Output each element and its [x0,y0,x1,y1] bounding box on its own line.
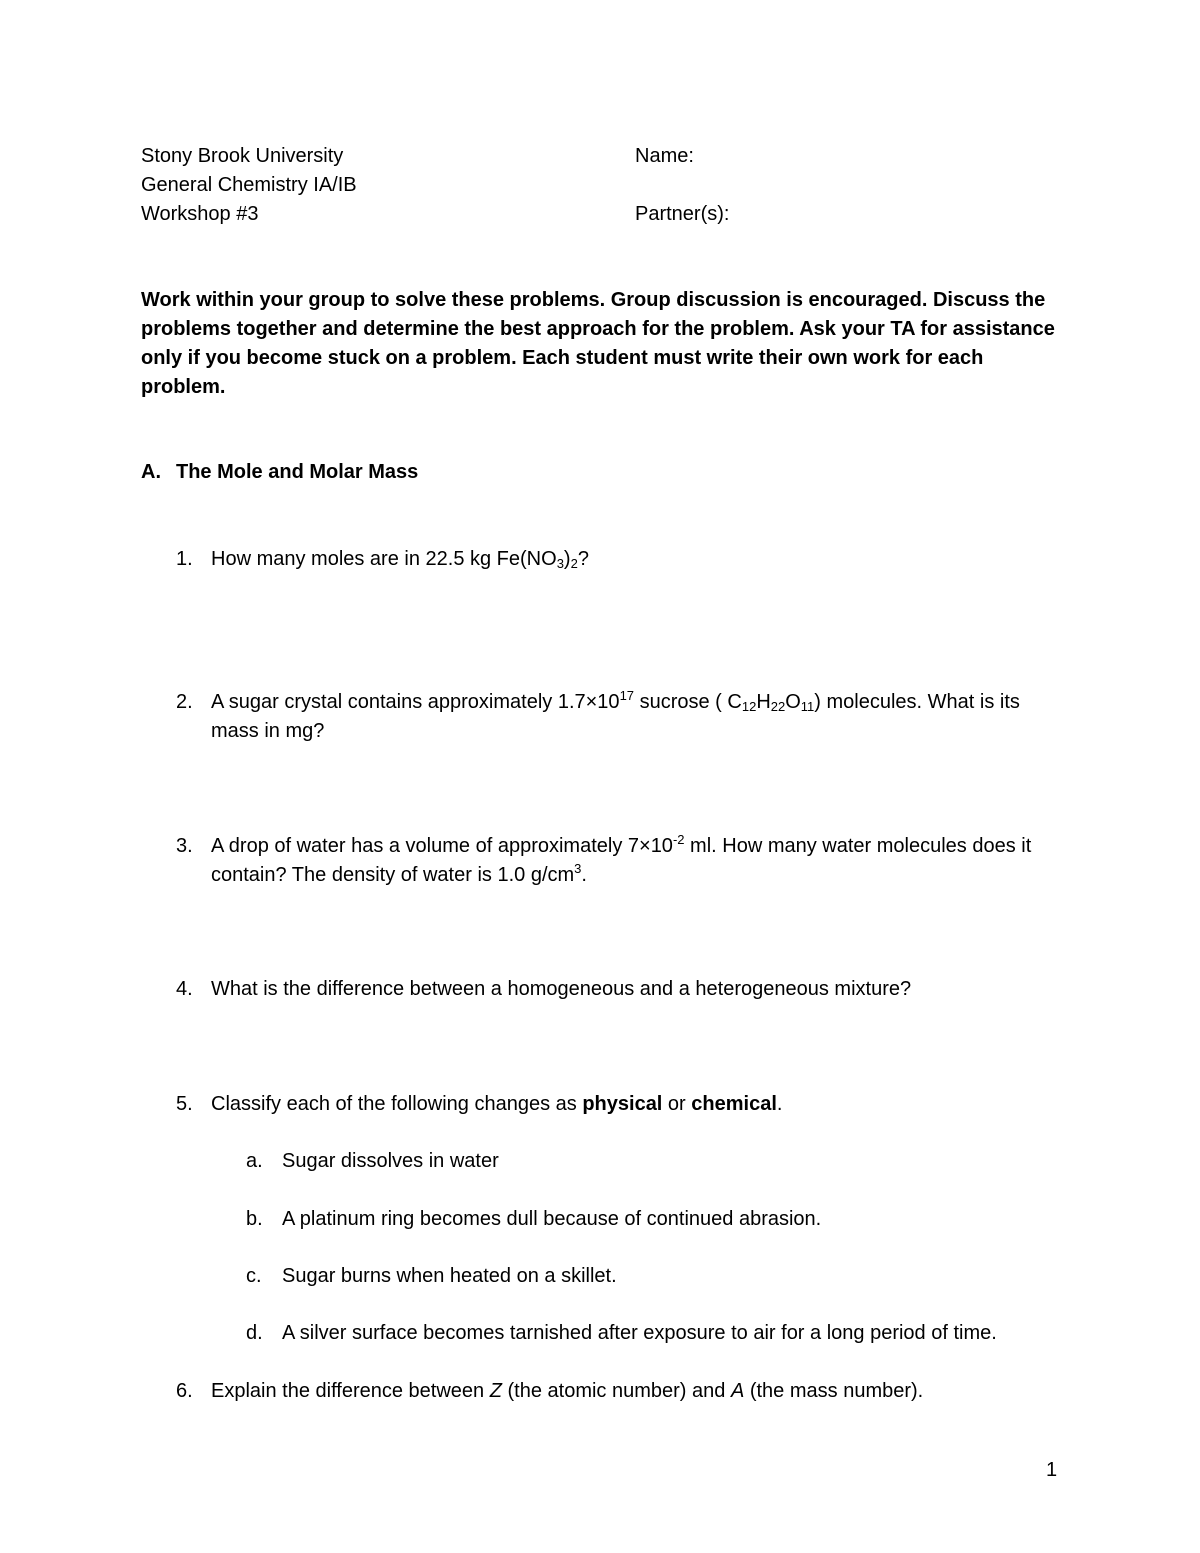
university-name: Stony Brook University [141,145,344,167]
course-name: General Chemistry IA/IB [141,174,357,196]
physical-term: physical [582,1093,663,1115]
question-number: 6. [176,1380,193,1402]
question-text: Classify each of the following changes as physical or chemical. [211,1093,783,1115]
page-number: 1 [1046,1459,1058,1481]
sub-item-d: d. A silver surface becomes tarnished after exposure to air for a long period of time. [246,1322,997,1344]
chemical-term: chemical [691,1093,777,1115]
sub-item-b: b. A platinum ring becomes dull because of continued abrasion. [246,1208,822,1230]
question-1 [176,545,1066,574]
question-6 [176,1377,1066,1406]
name-label: Name: [635,145,694,167]
question-2 [176,688,1066,746]
section-title [141,458,418,487]
partners-label: Partner(s): [635,203,730,225]
header-left [141,142,357,229]
question-number: 1. [176,548,193,570]
question-text: A sugar crystal contains approximately $1.7\times 10^{17}$ sucrose ( $C_{12}H_{22}O_{11}$) molecules. What is its mass in mg? [211,688,1020,742]
sub-item-c: c. Sugar burns when heated on a skillet. [246,1265,617,1287]
question-3 [176,832,1066,890]
question-text: Explain the difference between Z (the atomic number) and A (the mass number). [211,1380,924,1402]
question-5 [176,1090,1066,1119]
question-number: 2. [176,691,193,713]
question-number: 4. [176,978,193,1000]
section-letter: A. [141,461,161,483]
question-text: How many moles are in 22.5 kg $Fe(NO_3)_2$? [211,548,589,571]
section-title-text: The Mole and Molar Mass [176,461,419,483]
question-text: A drop of water has a volume of approximately $7\times 10^{-2}$ ml. How many water molecules does it contain? The density of water is 1.0 $g/cm^3$. [211,832,1032,886]
question-text: What is the difference between a homogeneous and a heterogeneous mixture? [211,978,912,1000]
question-4 [176,975,1066,1004]
header-right [635,142,729,229]
workshop-number: Workshop #3 [141,203,259,225]
instructions: Work within your group to solve these problems. Group discussion is encouraged. Discuss the problems together and determine the best approach for the problem. Ask your TA for assistance only if you become stuck on a problem. Each student must write their own work for each problem. [141,289,1055,398]
question-number: 5. [176,1093,193,1115]
question-number: 3. [176,835,193,857]
sub-item-a: a. Sugar dissolves in water [246,1150,499,1172]
